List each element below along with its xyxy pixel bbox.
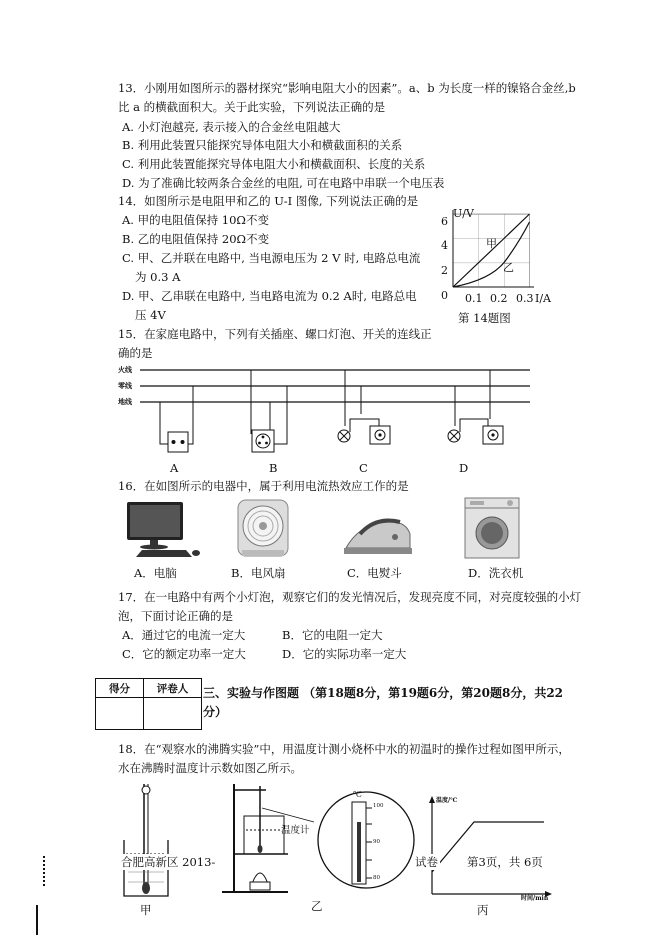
q16-option-b: B．电风扇 bbox=[231, 566, 286, 580]
q13-stem-1: 13．小刚用如图所示的器材探究“影响电阻大小的因素”。a、b 为长度一样的镍铬合金丝,b bbox=[118, 81, 576, 95]
section-3-title-1: 三、实验与作图题 （第18题8分，第19题6分，第20题8分，共22 bbox=[203, 686, 564, 700]
q14-stem: 14．如图所示是电阻甲和乙的 U-I 图像, 下列说法正确的是 bbox=[118, 194, 419, 208]
score-table bbox=[95, 678, 202, 730]
binding-margin-dots bbox=[43, 856, 46, 886]
q14-y-axis-label: U/V bbox=[453, 207, 474, 220]
q18-caption-yi: 乙 bbox=[311, 899, 323, 913]
q17-stem-1: 17．在一电路中有两个小灯泡，观察它们的发光情况后，发现亮度不同，对亮度较强的小灯 bbox=[118, 590, 582, 604]
q18-figure-yi bbox=[218, 780, 413, 898]
footer-left: 合肥高新区 2013- bbox=[121, 855, 216, 869]
q15-label-a: A bbox=[170, 461, 179, 475]
washing-machine-image bbox=[462, 496, 524, 560]
q14-x-tick-02: 0.2 bbox=[490, 292, 508, 305]
q17-option-d: D．它的实际功率一定大 bbox=[282, 647, 407, 661]
q18-stem-1: 18．在“观察水的沸腾实验”中，用温度计测小烧杯中水的初温时的操作过程如图甲所示， bbox=[118, 742, 570, 756]
section-3-title-2: 分） bbox=[203, 705, 228, 719]
q14-option-d-1: D. 甲、乙串联在电路中, 当电路电流为 0.2 A时, 电路总电 bbox=[122, 289, 417, 303]
q18-caption-jia: 甲 bbox=[140, 903, 152, 917]
q14-option-c-1: C. 甲、乙并联在电路中, 当电源电压为 2 V 时, 电路总电流 bbox=[122, 251, 421, 265]
q15-label-d: D bbox=[459, 461, 469, 475]
q14-option-b: B. 乙的电阻值保持 20Ω不变 bbox=[122, 232, 270, 246]
q18-caption-bing: 丙 bbox=[477, 903, 489, 917]
q13-option-d: D. 为了准确比较两条合金丝的电阻, 可在电路中串联一个电压表 bbox=[122, 176, 445, 190]
q18-graph-y-label: 温度/℃ bbox=[436, 797, 458, 804]
q17-option-c: C．它的额定功率一定大 bbox=[122, 647, 246, 661]
q17-option-a: A．通过它的电流一定大 bbox=[122, 628, 246, 642]
q15-lamp-switch-c bbox=[338, 370, 390, 444]
q18-thermometer-tick-80: 80 bbox=[373, 875, 380, 881]
q15-label-b: B bbox=[269, 461, 278, 475]
q14-option-a: A. 甲的电阻值保持 10Ω不变 bbox=[122, 213, 269, 227]
score-header: 得分 bbox=[96, 679, 144, 698]
q15-socket-b bbox=[251, 370, 287, 452]
q14-origin: 0 bbox=[441, 289, 448, 302]
q15-wire-neutral-label: 零线 bbox=[118, 381, 132, 390]
q14-label-jia: 甲 bbox=[486, 237, 497, 250]
grader-cell bbox=[144, 698, 202, 730]
q18-stem-2: 水在沸腾时温度计示数如图乙所示。 bbox=[118, 761, 302, 775]
q13-option-b: B. 利用此装置只能探究导体电阻大小和横截面积的关系 bbox=[122, 138, 403, 152]
q14-y-tick-4: 4 bbox=[441, 239, 448, 252]
footer-middle: 试卷 bbox=[415, 855, 438, 869]
q18-thermometer-tick-90: 90 bbox=[373, 839, 380, 845]
q15-stem-1: 15．在家庭电路中，下列有关插座、螺口灯泡、开关的连线正 bbox=[118, 327, 432, 341]
q13-option-a: A. 小灯泡越亮, 表示接入的合金丝电阻越大 bbox=[122, 120, 341, 134]
q15-label-c: C bbox=[359, 461, 368, 475]
q14-y-tick-2: 2 bbox=[441, 264, 448, 277]
q16-option-a: A．电脑 bbox=[134, 566, 177, 580]
q18-graph-x-label: 时间/min bbox=[521, 895, 549, 902]
q14-x-tick-03: 0.3 bbox=[516, 292, 534, 305]
q14-option-c-2: 为 0.3 A bbox=[135, 270, 181, 284]
binding-margin-line bbox=[36, 905, 38, 935]
q18-thermometer-unit: ℃ bbox=[353, 790, 362, 799]
q18-figure-jia bbox=[118, 782, 178, 900]
q14-label-yi: 乙 bbox=[503, 261, 514, 274]
electric-iron-image bbox=[340, 512, 415, 560]
q15-wiring-diagram bbox=[140, 364, 535, 464]
q14-figure-caption: 第 14题图 bbox=[458, 311, 511, 325]
q16-option-c: C．电熨斗 bbox=[347, 566, 402, 580]
q14-y-tick-6: 6 bbox=[441, 215, 448, 228]
q15-socket-a bbox=[160, 386, 193, 452]
q15-lamp-switch-d bbox=[448, 370, 503, 444]
q16-stem: 16．在如图所示的电器中，属于利用电流热效应工作的是 bbox=[118, 479, 409, 493]
q17-stem-2: 泡，下面讨论正确的是 bbox=[118, 609, 233, 623]
score-cell bbox=[96, 698, 144, 730]
q13-option-c: C. 利用此装置能探究导体电阻大小和横截面积、长度的关系 bbox=[122, 157, 426, 171]
q14-option-d-2: 压 4V bbox=[135, 308, 166, 322]
q15-wire-ground-label: 地线 bbox=[118, 397, 132, 406]
q18-thermometer-label: 温度计 bbox=[281, 825, 310, 836]
q14-x-axis-label: I/A bbox=[535, 292, 551, 305]
grader-header: 评卷人 bbox=[144, 679, 202, 698]
q15-wire-live-label: 火线 bbox=[118, 365, 132, 374]
q17-option-b: B．它的电阻一定大 bbox=[282, 628, 383, 642]
q15-stem-2: 确的是 bbox=[118, 346, 153, 360]
q18-figure-bing-graph bbox=[424, 796, 554, 901]
q18-thermometer-tick-100: 100 bbox=[373, 803, 384, 809]
electric-fan-image bbox=[232, 498, 294, 560]
footer-page-number: 第3页，共 6页 bbox=[467, 855, 543, 869]
q13-stem-2: 比 a 的横截面积大。关于此实验，下列说法正确的是 bbox=[118, 100, 386, 114]
q16-option-d: D．洗衣机 bbox=[468, 566, 524, 580]
computer-image bbox=[122, 500, 202, 560]
q14-x-tick-01: 0.1 bbox=[465, 292, 483, 305]
